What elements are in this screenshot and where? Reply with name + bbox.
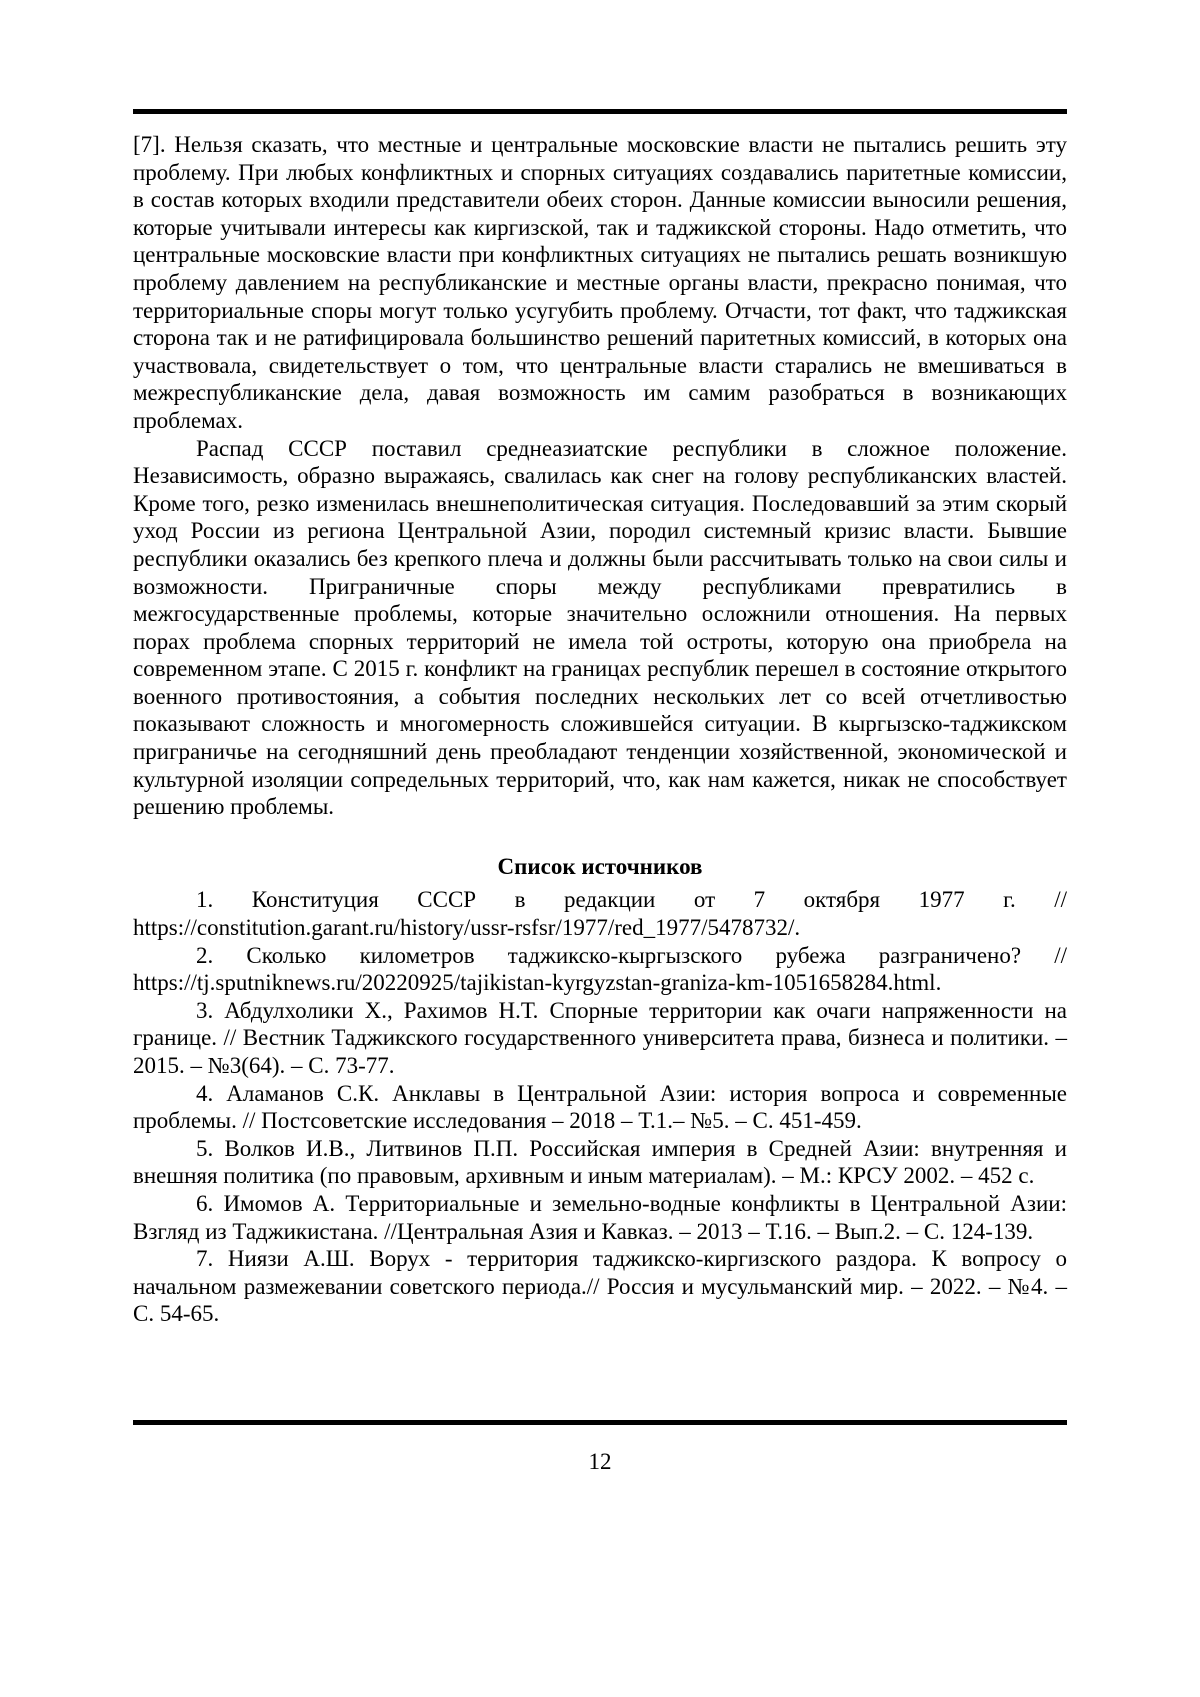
reference-item: 4. Аламанов С.К. Анклавы в Центральной Азии: история вопроса и современные проблемы. // Постсоветские исследования – 2018 – Т.1.– №5. – С. 451-459. (133, 1080, 1067, 1134)
reference-item: 6. Имомов А. Территориальные и земельно-водные конфликты в Центральной Азии: Взгляд из Таджикистана. //Центральная Азия и Кавказ. – 2013 – Т.16. – Вып.2. – С. 124-139. (133, 1190, 1067, 1244)
reference-item: 2. Сколько километров таджикско-кыргызского рубежа разграничено? // https://tj.sputniknews.ru/20220925/tajikistan-kyrgyzstan-graniza-km-1051658284.html. (133, 942, 1067, 996)
paragraph-ussr-collapse: Распад СССР поставил среднеазиатские республики в сложное положение. Независимость, образно выражаясь, свалилась как снег на голову республиканских властей. Кроме того, резко изменилась внешнеполитическая ситуация. Последовавший за этим скорый уход России из региона Центральной Азии, породил системный кризис власти. Бывшие республики оказались без крепкого плеча и должны были рассчитывать только на свои силы и возможности. Приграничные споры между республиками превратились в межгосударственные проблемы, которые значительно осложнили отношения. На первых порах проблема спорных территорий не имела той остроты, которую она приобрела на современном этапе. С 2015 г. конфликт на границах республик перешел в состояние открытого военного противостояния, а события последних нескольких лет со всей отчетливостью показывают сложность и многомерность сложившейся ситуации. В кыргызско-таджикском приграничье на сегодняшний день преобладают тенденции хозяйственной, экономической и культурной изоляции сопредельных территорий, что, как нам кажется, никак не способствует решению проблемы. (133, 435, 1067, 820)
reference-item: 3. Абдулхолики Х., Рахимов Н.Т. Спорные территории как очаги напряженности на границе. // Вестник Таджикского государственного университета права, бизнеса и политики. – 2015. – №3(64). – С. 73-77. (133, 997, 1067, 1078)
top-rule (133, 109, 1067, 114)
paragraph-continuation: [7]. Нельзя сказать, что местные и центральные московские власти не пытались решить эту проблему. При любых конфликтных и спорных ситуациях создавались паритетные комиссии, в состав которых входили представители обеих сторон. Данные комиссии выносили решения, которые учитывали интересы как киргизской, так и таджикской стороны. Надо отметить, что центральные московские власти при конфликтных ситуациях не пытались решать возникшую проблему давлением на республиканские и местные органы власти, прекрасно понимая, что территориальные споры могут только усугубить проблему. Отчасти, тот факт, что таджикская сторона так и не ратифицировала большинство решений паритетных комиссий, в которых она участвовала, свидетельствует о том, что центральные власти старались не вмешиваться в межреспубликанские дела, давая возможность им самим разобраться в возникающих проблемах. (133, 132, 1067, 433)
page-number: 12 (588, 1449, 612, 1474)
sources-heading: Список источников (497, 853, 703, 879)
reference-item: 5. Волков И.В., Литвинов П.П. Российская империя в Средней Азии: внутренняя и внешняя политика (по правовым, архивным и иным материалам). – М.: КРСУ 2002. – 452 с. (133, 1135, 1067, 1189)
bottom-rule (133, 1420, 1067, 1425)
reference-item: 7. Ниязи А.Ш. Ворух - территория таджикско-киргизского раздора. К вопросу о начальном размежевании советского периода.// Россия и мусульманский мир. – 2022. – №4. – С. 54-65. (133, 1246, 1067, 1327)
reference-item: 1. Конституция СССР в редакции от 7 октября 1977 г. // https://constitution.garant.ru/history/ussr-rsfsr/1977/red_1977/5478732/. (133, 887, 1067, 941)
